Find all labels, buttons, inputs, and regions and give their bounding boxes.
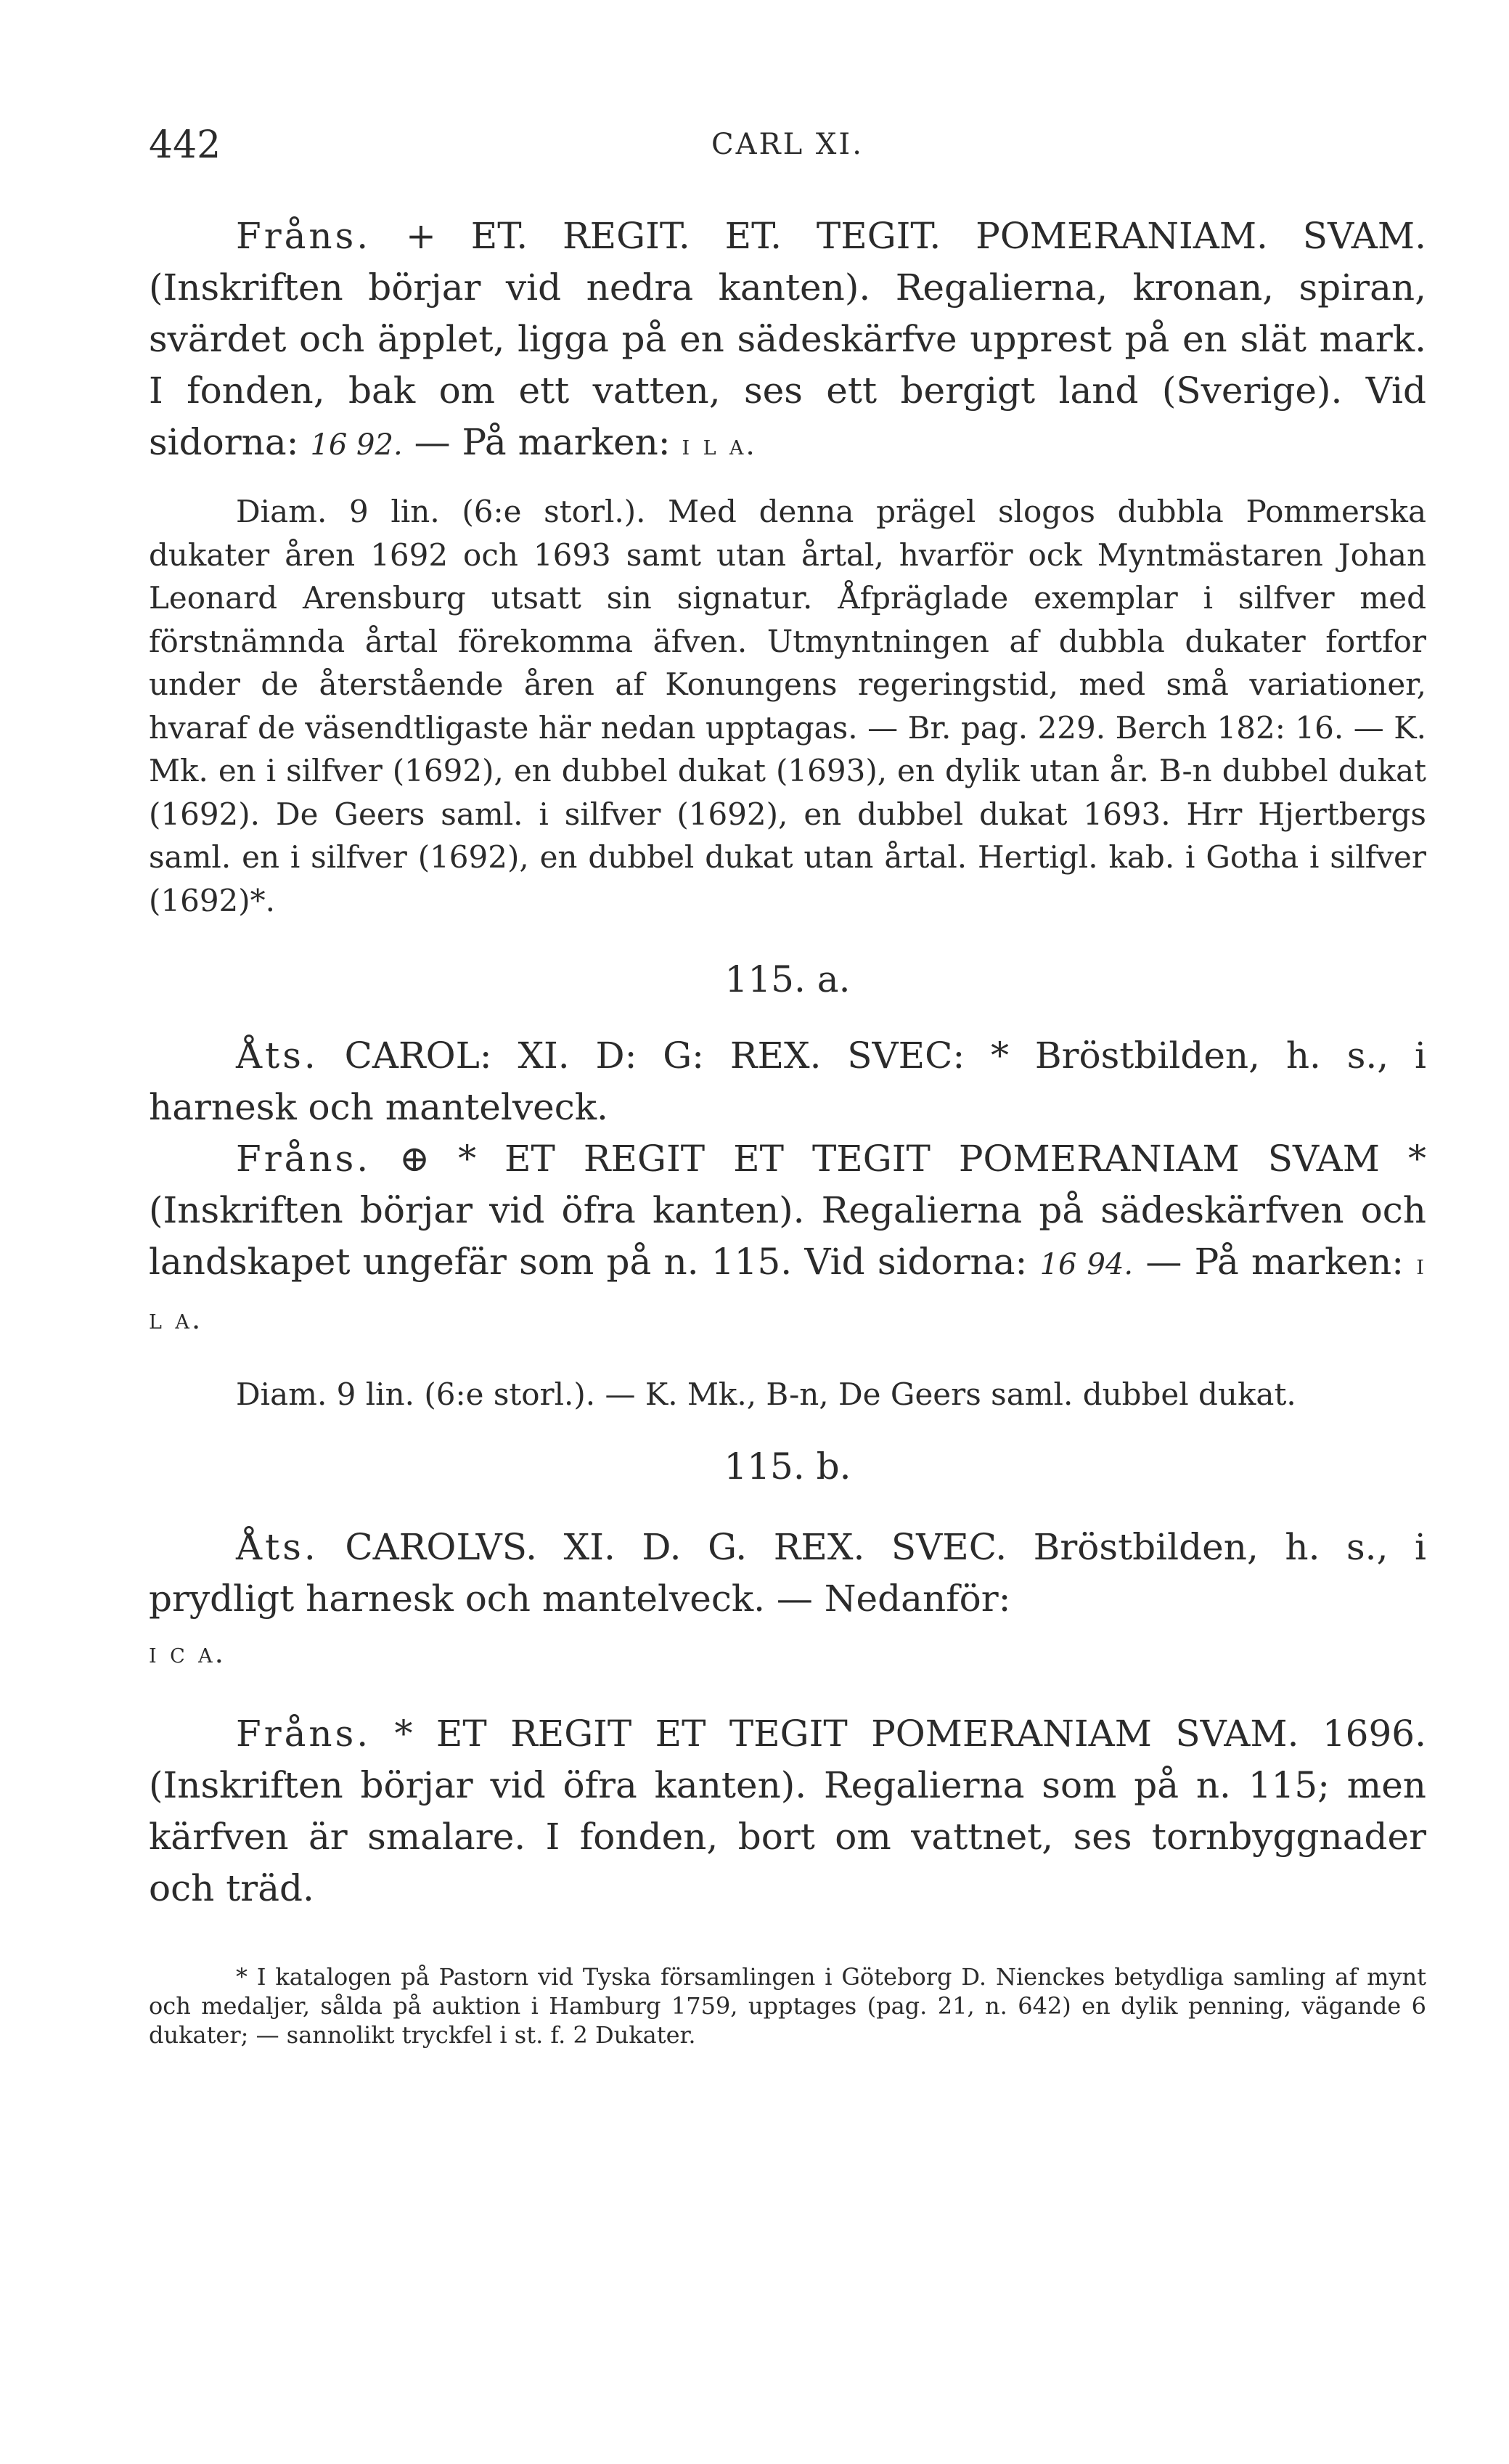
entry-number: 115. a. — [724, 958, 851, 1000]
reverse-description — [149, 1708, 1426, 1914]
ats-text: CAROL: XI. D: G: REX. SVEC: * Bröstbilden, h. s., i harnesk och mantelveck. — [149, 1035, 1426, 1128]
nedanfor-line — [149, 1625, 1426, 1679]
running-head: CARL XI. — [711, 128, 864, 161]
sidorna-value: 16 92. — [310, 428, 403, 462]
ats-text: CAROLVS. XI. D. G. REX. SVEC. Bröstbilden, h. s., i prydligt harnesk och mantelveck. — Nedanför: — [149, 1525, 1426, 1620]
entry-notes: Diam. 9 lin. (6:e storl.). — K. Mk., B-n, De Geers saml. dubbel dukat. — [236, 1376, 1296, 1412]
frans-text: + ET. REGIT. ET. TEGIT. POMERANIAM. SVAM. (Inskriften börjar vid nedra kanten). Regalierna, kronan, spiran, svärdet och äpplet, ligga på en sädeskärfve upprest på en slät mark. I fonden, bak om ett vatten, ses ett bergigt land (Sverige). Vid sidorna: — [149, 215, 1426, 463]
entry-notes: Diam. 9 lin. (6:e storl.). Med denna prägel slogos dubbla Pommerska dukater åren 1692 och 1693 samt utan årtal, hvarför ock Myntmästaren Johan Leonard Arensburg utsatt sin signatur. Åfpräglade exemplar i silfver med förstnämnda årtal förekomma äfven. Utmyntningen af dubbla dukater fortfor under de återstående åren af Konungens regeringstid, med små variationer, hvaraf de väsendtligaste här nedan upptagas. — Br. pag. 229. Berch 182: 16. — K. Mk. en i silfver (1692), en dubbel dukat (1693), en dylik utan år. B-n dubbel dukat (1692). De Geers saml. i silfver (1692), en dubbel dukat 1693. Hrr Hjertbergs saml. en i silfver (1692), en dubbel dukat utan årtal. Hertigl. kab. i Gotha i silfver (1692)*. — [149, 494, 1426, 918]
page-body — [149, 211, 1426, 2049]
reverse-description — [149, 1133, 1426, 1345]
frans-label: Fråns. — [236, 215, 372, 257]
obverse-description — [149, 1030, 1426, 1133]
frans-label: Fråns. — [236, 1712, 372, 1755]
frans-label: Fråns. — [236, 1138, 372, 1180]
reverse-description — [149, 211, 1426, 471]
marken-label: — På marken: — [1145, 1241, 1404, 1283]
frans-text: * ET REGIT ET TEGIT POMERANIAM SVAM. 1696. (Inskriften börjar vid öfra kanten). Regalierna som på n. 115; men kärfven är smalare. I fonden, bort om vattnet, ses tornbyggnader och träd. — [149, 1712, 1426, 1909]
obverse-description — [149, 1522, 1426, 1625]
nedanfor-value: i c a. — [149, 1636, 226, 1670]
sidorna-value: 16 94. — [1039, 1248, 1134, 1281]
entry-number: 115. b. — [724, 1445, 851, 1488]
page-header — [149, 123, 1426, 174]
ats-label: Åts. — [236, 1525, 319, 1568]
marken-value: i l a. — [682, 429, 757, 462]
marken-value: i l a. — [149, 1249, 1426, 1336]
ats-label: Åts. — [236, 1035, 319, 1077]
frans-text: ⊕ * ET REGIT ET TEGIT POMERANIAM SVAM * (Inskriften börjar vid öfra kanten). Regalierna på sädeskärfven och landskapet ungefär som på n. 115. Vid sidorna: — [149, 1138, 1426, 1283]
footnote: * I katalogen på Pastorn vid Tyska församlingen i Göteborg D. Nienckes betydliga samling af mynt och medaljer, sålda på auktion i Hamburg 1759, upptages (pag. 21, n. 642) en dylik penning, vägande 6 dukater; — sannolikt tryckfel i st. f. 2 Dukater. — [149, 1962, 1426, 2049]
marken-label: — På marken: — [414, 421, 671, 463]
page-number: 442 — [149, 123, 221, 167]
